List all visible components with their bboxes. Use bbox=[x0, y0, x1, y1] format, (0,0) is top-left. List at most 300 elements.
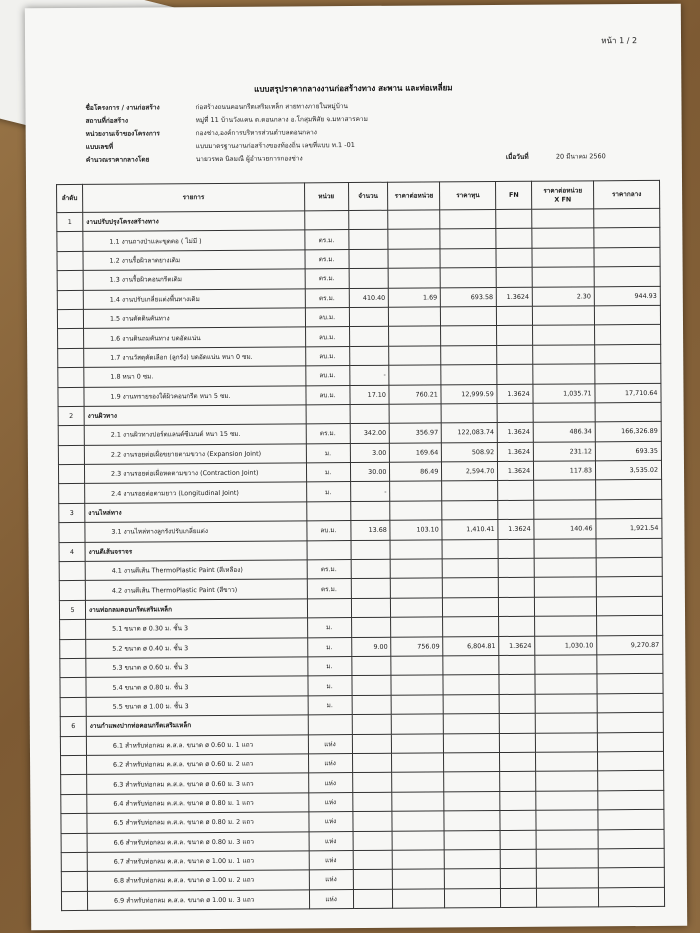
row-unit: ม. bbox=[308, 695, 352, 715]
row-total bbox=[596, 577, 662, 597]
row-index bbox=[58, 445, 84, 465]
row-cost bbox=[441, 306, 497, 326]
row-fn bbox=[501, 888, 537, 908]
row-qty: 30.00 bbox=[350, 462, 390, 482]
row-unit-price bbox=[392, 792, 444, 812]
row-item: 4.1 งานตีเส้น ThermoPlastic Paint (สีเหลือง) bbox=[85, 560, 307, 581]
row-unit: แห่ง bbox=[308, 753, 352, 773]
row-index bbox=[59, 523, 85, 543]
table-body bbox=[57, 208, 665, 910]
row-total bbox=[594, 267, 660, 287]
row-index bbox=[60, 736, 86, 756]
row-qty: 9.00 bbox=[351, 637, 391, 657]
header-idx: ลำดับ bbox=[57, 184, 83, 212]
row-item: งานท่อกลมคอนกรีตเสริมเหล็ก bbox=[85, 599, 307, 620]
row-unit: แห่ง bbox=[309, 870, 353, 890]
row-total bbox=[597, 693, 663, 713]
row-index bbox=[60, 697, 86, 717]
row-index: 2 bbox=[58, 406, 84, 426]
header-total: ราคากลาง bbox=[594, 180, 660, 208]
row-index: 4 bbox=[59, 542, 85, 562]
row-cost bbox=[440, 229, 496, 249]
row-index bbox=[61, 794, 87, 814]
meta-label: ชื่อโครงการ / งานก่อสร้าง bbox=[85, 103, 160, 112]
row-index: 1 bbox=[57, 212, 83, 232]
row-total: 1,921.54 bbox=[596, 519, 662, 539]
row-unit-price: 756.09 bbox=[391, 636, 443, 656]
row-total bbox=[597, 616, 663, 636]
row-unit: ตร.ม. bbox=[307, 579, 351, 599]
row-unit-price: 1.69 bbox=[389, 287, 441, 307]
row-fn bbox=[499, 675, 535, 695]
row-fn: 1.3624 bbox=[498, 461, 534, 481]
row-unit: ม. bbox=[307, 657, 351, 677]
row-cost: 122,083.74 bbox=[442, 423, 498, 443]
row-total: 693.35 bbox=[595, 441, 661, 461]
row-index bbox=[61, 755, 87, 775]
row-item: งานไหล่ทาง bbox=[85, 502, 307, 523]
row-fn: 1.3624 bbox=[499, 636, 535, 656]
row-unit-price bbox=[392, 714, 444, 734]
row-index bbox=[58, 464, 84, 484]
row-unit-price bbox=[389, 307, 441, 327]
row-total bbox=[595, 344, 661, 364]
row-unit bbox=[307, 540, 351, 560]
row-total bbox=[596, 480, 662, 500]
row-total bbox=[597, 654, 663, 674]
row-unit-price: 169.64 bbox=[390, 443, 442, 463]
row-qty bbox=[352, 811, 392, 831]
row-unit-price-fn: 1,030.10 bbox=[535, 635, 597, 655]
meta-date-label: เมื่อวันที่ bbox=[505, 152, 529, 161]
row-index bbox=[60, 639, 86, 659]
row-total bbox=[594, 305, 660, 325]
row-unit: ม. bbox=[307, 618, 351, 638]
meta-label: คำนวณราคากลางโดย bbox=[85, 155, 150, 164]
row-unit-price bbox=[388, 249, 440, 269]
meta-date bbox=[506, 150, 606, 164]
header-item: รายการ bbox=[82, 183, 304, 213]
row-total: 17,710.64 bbox=[595, 383, 661, 403]
row-cost bbox=[444, 714, 500, 734]
row-index bbox=[60, 658, 86, 678]
row-index bbox=[61, 872, 87, 892]
row-cost bbox=[444, 830, 500, 850]
row-fn bbox=[500, 791, 536, 811]
row-item: 6.1 สำหรับท่อกลม ค.ส.ล. ขนาด ø 0.60 ม. 1 แถว bbox=[86, 734, 308, 755]
row-total bbox=[595, 363, 661, 383]
row-fn bbox=[497, 364, 533, 384]
row-unit-price-fn bbox=[532, 267, 594, 287]
row-qty bbox=[348, 249, 388, 269]
row-fn bbox=[500, 713, 536, 733]
row-qty bbox=[349, 346, 389, 366]
row-unit-price-fn: 140.46 bbox=[534, 519, 596, 539]
row-cost bbox=[443, 617, 499, 637]
row-unit-price bbox=[391, 578, 443, 598]
row-fn bbox=[496, 267, 532, 287]
row-unit: ตร.ม. bbox=[305, 269, 349, 289]
row-fn bbox=[501, 869, 537, 889]
row-unit-price-fn: 486.34 bbox=[533, 422, 595, 442]
meta-label: สถานที่ก่อสร้าง bbox=[85, 116, 129, 125]
row-unit-price-fn: 2.30 bbox=[532, 286, 594, 306]
row-item: 6.5 สำหรับท่อกลม ค.ส.ล. ขนาด ø 0.80 ม. 2 แถว bbox=[87, 812, 309, 833]
row-unit: ตร.ม. bbox=[305, 230, 349, 250]
row-unit-price-fn bbox=[536, 849, 598, 869]
row-fn bbox=[500, 830, 536, 850]
row-qty bbox=[352, 714, 392, 734]
row-item: งานปรับปรุงโครงสร้างทาง bbox=[83, 211, 305, 232]
row-unit-price-fn bbox=[536, 752, 598, 772]
row-index bbox=[59, 484, 85, 504]
header-unit: หน่วย bbox=[304, 183, 348, 211]
row-unit-price-fn bbox=[533, 403, 595, 423]
row-unit-price bbox=[390, 501, 442, 521]
row-fn: 1.3624 bbox=[497, 287, 533, 307]
row-index bbox=[57, 271, 83, 291]
row-unit: แห่ง bbox=[309, 812, 353, 832]
header-cost: ราคาทุน bbox=[440, 182, 496, 210]
row-total bbox=[596, 557, 662, 577]
header-unit-price: ราคาต่อหน่วย bbox=[388, 182, 440, 210]
row-cost bbox=[440, 248, 496, 268]
row-cost bbox=[445, 869, 501, 889]
row-unit-price bbox=[389, 404, 441, 424]
row-unit-price-fn bbox=[536, 732, 598, 752]
row-cost bbox=[444, 752, 500, 772]
row-unit: ตร.ม. bbox=[307, 560, 351, 580]
cost-summary-table bbox=[56, 180, 665, 911]
header-fn: FN bbox=[496, 181, 532, 209]
row-index: 6 bbox=[60, 717, 86, 737]
row-fn: 1.3624 bbox=[498, 442, 534, 462]
row-qty: 17.10 bbox=[349, 385, 389, 405]
row-unit-price bbox=[391, 617, 443, 637]
row-total bbox=[598, 848, 664, 868]
row-fn bbox=[496, 209, 532, 229]
row-total bbox=[594, 208, 660, 228]
row-fn bbox=[496, 229, 532, 249]
row-index bbox=[61, 891, 87, 911]
row-cost bbox=[441, 365, 497, 385]
row-unit: ตร.ม. bbox=[305, 288, 349, 308]
row-unit-price bbox=[391, 656, 443, 676]
row-qty bbox=[352, 695, 392, 715]
meta-value: หมู่ที่ 11 บ้านวังแคน ต.ดอนกลาง อ.โกสุมพิสัย จ.มหาสารคาม bbox=[195, 114, 368, 125]
row-unit-price-fn bbox=[534, 558, 596, 578]
row-fn bbox=[500, 849, 536, 869]
row-cost bbox=[444, 772, 500, 792]
row-unit-price-fn: 117.83 bbox=[534, 461, 596, 481]
row-unit: ม. bbox=[306, 482, 350, 502]
row-unit-price-fn bbox=[534, 577, 596, 597]
row-item: 2.4 งานรอยต่อตามยาว (Longitudinal Joint) bbox=[85, 482, 307, 503]
row-item: 2.3 งานรอยต่อเผื่อหดตามขวาง (Contraction Joint) bbox=[84, 463, 306, 484]
row-fn bbox=[500, 752, 536, 772]
row-total bbox=[597, 596, 663, 616]
row-qty bbox=[349, 327, 389, 347]
row-index bbox=[58, 348, 84, 368]
row-unit-price bbox=[390, 540, 442, 560]
row-unit-price bbox=[392, 733, 444, 753]
row-qty: - bbox=[350, 482, 390, 502]
row-unit: ตร.ม. bbox=[305, 249, 349, 269]
row-unit: แห่ง bbox=[309, 831, 353, 851]
row-unit: ม. bbox=[306, 443, 350, 463]
row-unit: ม. bbox=[307, 637, 351, 657]
row-qty bbox=[348, 230, 388, 250]
row-index: 3 bbox=[59, 503, 85, 523]
row-unit-price bbox=[391, 675, 443, 695]
row-unit: ลบ.ม. bbox=[305, 346, 349, 366]
row-qty bbox=[353, 889, 393, 909]
row-qty bbox=[353, 850, 393, 870]
document-page bbox=[25, 4, 687, 931]
row-qty: - bbox=[349, 365, 389, 385]
row-qty bbox=[349, 307, 389, 327]
row-index bbox=[58, 329, 84, 349]
row-unit-price-fn bbox=[537, 887, 599, 907]
row-cost bbox=[443, 694, 499, 714]
header-qty: จำนวน bbox=[348, 182, 388, 210]
row-unit: ตร.ม. bbox=[306, 424, 350, 444]
row-cost bbox=[444, 811, 500, 831]
row-unit-price-fn bbox=[532, 248, 594, 268]
row-fn bbox=[500, 810, 536, 830]
row-cost bbox=[443, 578, 499, 598]
meta-value: ก่อสร้างถนนคอนกรีตเสริมเหล็ก สายทางภายในหมู่บ้าน bbox=[195, 102, 348, 112]
row-index bbox=[60, 620, 86, 640]
row-item: 3.1 งานไหล่ทางลูกรังปรับเกลี่ยแต่ง bbox=[85, 521, 307, 542]
row-item: 1.2 งานรื้อผิวลาดยางเดิม bbox=[83, 250, 305, 271]
row-item: 1.7 งานวัสดุคัดเลือก (ลูกรัง) บดอัดแน่น หนา 0 ซม. bbox=[84, 347, 306, 368]
row-total: 166,326.89 bbox=[595, 422, 661, 442]
row-qty bbox=[351, 540, 391, 560]
row-unit-price-fn bbox=[535, 655, 597, 675]
meta-date-value: 20 มีนาคม 2560 bbox=[555, 152, 606, 161]
row-cost bbox=[440, 210, 496, 230]
row-unit-price bbox=[389, 346, 441, 366]
row-index bbox=[61, 775, 87, 795]
row-unit-price-fn: 231.12 bbox=[534, 442, 596, 462]
row-qty bbox=[351, 559, 391, 579]
row-total bbox=[596, 499, 662, 519]
row-unit-price-fn bbox=[532, 209, 594, 229]
row-cost: 2,594.70 bbox=[442, 462, 498, 482]
row-index bbox=[58, 387, 84, 407]
row-qty bbox=[351, 598, 391, 618]
row-unit-price bbox=[390, 481, 442, 501]
row-item: 1.8 หนา 0 ซม. bbox=[84, 366, 306, 387]
row-qty bbox=[352, 753, 392, 773]
row-qty bbox=[350, 501, 390, 521]
row-unit-price-fn bbox=[535, 694, 597, 714]
row-cost bbox=[440, 268, 496, 288]
row-unit: ลบ.ม. bbox=[305, 366, 349, 386]
row-index bbox=[57, 232, 83, 252]
row-cost: 1,410.41 bbox=[442, 520, 498, 540]
row-qty bbox=[351, 676, 391, 696]
row-item: 5.1 ขนาด ø 0.30 ม. ชั้น 3 bbox=[86, 618, 308, 639]
row-fn bbox=[499, 694, 535, 714]
header-unit-price-fn-line2: X FN bbox=[554, 194, 572, 204]
row-total: 9,270.87 bbox=[597, 635, 663, 655]
row-unit: ม. bbox=[306, 463, 350, 483]
row-item: งานกำแพงปากท่อคอนกรีตเสริมเหล็ก bbox=[86, 715, 308, 736]
row-item: 1.3 งานรื้อผิวคอนกรีตเดิม bbox=[83, 269, 305, 290]
row-unit-price: 760.21 bbox=[389, 384, 441, 404]
row-unit-price-fn bbox=[535, 674, 597, 694]
row-unit-price bbox=[392, 753, 444, 773]
row-total bbox=[594, 247, 660, 267]
row-unit: ม. bbox=[308, 676, 352, 696]
row-fn bbox=[499, 655, 535, 675]
row-total bbox=[597, 732, 663, 752]
row-total bbox=[598, 829, 664, 849]
table-header-row bbox=[57, 180, 660, 212]
row-qty bbox=[351, 656, 391, 676]
row-unit-price bbox=[392, 811, 444, 831]
row-cost: 12,999.59 bbox=[441, 384, 497, 404]
row-qty bbox=[348, 210, 388, 230]
row-unit-price-fn bbox=[533, 345, 595, 365]
meta-label: หน่วยงานเจ้าของโครงการ bbox=[85, 129, 160, 138]
row-qty bbox=[351, 579, 391, 599]
row-item: 1.5 งานตัดดินคันทาง bbox=[83, 308, 305, 329]
row-item: 6.2 สำหรับท่อกลม ค.ส.ล. ขนาด ø 0.60 ม. 2 แถว bbox=[86, 754, 308, 775]
row-unit-price-fn bbox=[534, 480, 596, 500]
row-index bbox=[57, 290, 83, 310]
row-total bbox=[594, 228, 660, 248]
row-unit-price-fn bbox=[536, 810, 598, 830]
row-fn bbox=[497, 345, 533, 365]
row-item: 2.1 งานผิวทางปอร์ตแลนด์ซีเมนต์ หนา 15 ซม. bbox=[84, 424, 306, 445]
row-qty: 410.40 bbox=[349, 288, 389, 308]
row-unit-price-fn bbox=[535, 713, 597, 733]
table-row bbox=[61, 887, 664, 911]
row-item: 5.2 ขนาด ø 0.40 ม. ชั้น 3 bbox=[86, 637, 308, 658]
row-unit-price bbox=[393, 850, 445, 870]
row-index: 5 bbox=[59, 600, 85, 620]
row-unit-price bbox=[388, 229, 440, 249]
project-meta bbox=[85, 98, 605, 167]
row-unit: แห่ง bbox=[309, 850, 353, 870]
row-cost bbox=[443, 675, 499, 695]
row-unit-price bbox=[391, 559, 443, 579]
row-total bbox=[595, 325, 661, 345]
row-qty bbox=[352, 734, 392, 754]
row-fn bbox=[500, 772, 536, 792]
row-unit: แห่ง bbox=[308, 773, 352, 793]
row-unit-price bbox=[392, 772, 444, 792]
row-total bbox=[599, 887, 665, 907]
row-unit: ลบ.ม. bbox=[306, 385, 350, 405]
row-unit: ลบ.ม. bbox=[305, 307, 349, 327]
row-cost: 6,804.81 bbox=[443, 636, 499, 656]
row-fn bbox=[499, 597, 535, 617]
row-qty bbox=[352, 773, 392, 793]
row-index bbox=[61, 852, 87, 872]
row-cost bbox=[441, 403, 497, 423]
row-qty bbox=[349, 268, 389, 288]
row-index bbox=[58, 426, 84, 446]
row-total bbox=[598, 868, 664, 888]
row-item: 1.4 งานปรับเกลี่ยแต่งพื้นทางเดิม bbox=[83, 288, 305, 309]
row-fn bbox=[497, 326, 533, 346]
row-qty bbox=[352, 792, 392, 812]
row-item: งานตีเส้นจราจร bbox=[85, 540, 307, 561]
row-index bbox=[58, 368, 84, 388]
row-item: 6.8 สำหรับท่อกลม ค.ส.ล. ขนาด ø 1.00 ม. 2 แถว bbox=[87, 870, 309, 891]
row-unit-price bbox=[392, 695, 444, 715]
meta-value: กองช่าง,องค์การบริหารส่วนตำบลดอนกลาง bbox=[195, 128, 317, 138]
row-unit bbox=[306, 501, 350, 521]
row-item: 5.4 ขนาด ø 0.80 ม. ชั้น 3 bbox=[86, 676, 308, 697]
row-unit-price bbox=[391, 598, 443, 618]
row-fn: 1.3624 bbox=[498, 520, 534, 540]
row-fn bbox=[500, 733, 536, 753]
meta-value: แบบมาตรฐานงานก่อสร้างของท้องถิ่น เลขที่แบบ ท.1 -01 bbox=[195, 141, 355, 151]
row-qty: 13.68 bbox=[350, 521, 390, 541]
row-index bbox=[60, 678, 86, 698]
row-fn bbox=[496, 248, 532, 268]
row-total: 944.93 bbox=[594, 286, 660, 306]
page-number: หน้า 1 / 2 bbox=[601, 36, 638, 46]
meta-label: แบบเลขที่ bbox=[85, 142, 114, 151]
row-index bbox=[61, 833, 87, 853]
row-unit-price: 356.97 bbox=[390, 423, 442, 443]
row-cost bbox=[442, 481, 498, 501]
row-item: 1.6 งานดินถมคันทาง บดอัดแน่น bbox=[83, 327, 305, 348]
row-index bbox=[59, 561, 85, 581]
row-unit bbox=[304, 211, 348, 231]
header-unit-price-fn-line1: ราคาต่อหน่วย bbox=[543, 185, 583, 195]
row-total bbox=[596, 538, 662, 558]
row-cost bbox=[442, 539, 498, 559]
row-index bbox=[59, 581, 85, 601]
row-cost bbox=[444, 791, 500, 811]
row-total bbox=[597, 713, 663, 733]
row-index bbox=[57, 251, 83, 271]
row-item: 2.2 งานรอยต่อเผื่อขยายตามขวาง (Expansion Joint) bbox=[84, 444, 306, 465]
row-fn bbox=[499, 616, 535, 636]
row-fn bbox=[497, 306, 533, 326]
row-unit: แห่ง bbox=[308, 734, 352, 754]
row-qty: 342.00 bbox=[350, 424, 390, 444]
row-unit: แห่ง bbox=[309, 889, 353, 909]
row-unit-price-fn bbox=[535, 597, 597, 617]
row-fn: 1.3624 bbox=[497, 423, 533, 443]
row-index bbox=[61, 813, 87, 833]
row-unit-price bbox=[389, 268, 441, 288]
row-total: 3,535.02 bbox=[596, 460, 662, 480]
meta-value: นายวรพล นิลมณี ผู้อำนวยการกองช่าง bbox=[195, 154, 303, 164]
row-fn: 1.3624 bbox=[497, 384, 533, 404]
row-qty bbox=[350, 404, 390, 424]
row-unit: ลบ.ม. bbox=[305, 327, 349, 347]
row-qty bbox=[353, 831, 393, 851]
row-item: 6.9 สำหรับท่อกลม ค.ส.ล. ขนาด ø 1.00 ม. 3 แถว bbox=[87, 890, 309, 911]
row-qty bbox=[351, 617, 391, 637]
row-fn bbox=[499, 578, 535, 598]
row-item: 6.7 สำหรับท่อกลม ค.ส.ล. ขนาด ø 1.00 ม. 1 แถว bbox=[87, 851, 309, 872]
row-fn bbox=[498, 500, 534, 520]
row-total bbox=[598, 809, 664, 829]
row-unit-price-fn bbox=[533, 364, 595, 384]
row-item: 6.6 สำหรับท่อกลม ค.ส.ล. ขนาด ø 0.80 ม. 3 แถว bbox=[87, 831, 309, 852]
row-unit-price-fn bbox=[533, 306, 595, 326]
